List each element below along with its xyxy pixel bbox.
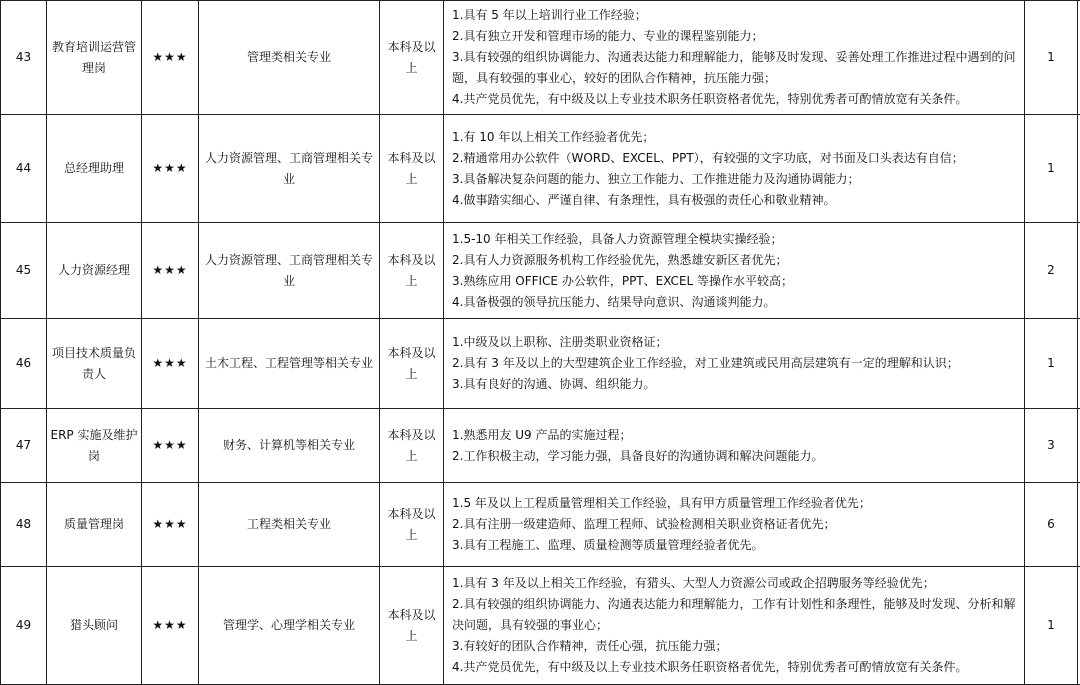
hiring-count [1025,409,1078,483]
table-body [1,1,1080,685]
requirement-item: 4.做事踏实细心、严谨自律、有条理性，具有极强的责任心和敬业精神。 [452,190,1018,211]
hiring-count-text: 1 [1047,161,1055,175]
major-requirement [199,1,380,115]
requirement-item: 1.具有 5 年以上培训行业工作经验； [452,5,1018,26]
rating-stars [142,409,199,483]
position-name-text: 人力资源经理 [58,263,130,277]
hiring-count-text: 1 [1047,50,1055,64]
degree-requirement-text: 本科及以上 [387,507,435,542]
position-name [47,1,142,115]
table-row [1,567,1080,685]
job-requirements [444,567,1025,685]
rating-stars-text: ★★★ [152,263,187,277]
row-number [1,223,47,319]
hiring-count [1025,115,1078,223]
job-requirements [444,319,1025,409]
requirement-item: 2.具有独立开发和管理市场的能力、专业的课程鉴别能力； [452,26,1018,47]
hiring-count-text: 3 [1047,438,1055,452]
position-name-text: 教育培训运营管理岗 [52,40,136,75]
degree-requirement [380,409,444,483]
degree-requirement [380,1,444,115]
requirement-item: 4.具备极强的领导抗压能力、结果导向意识、沟通谈判能力。 [452,292,1018,313]
degree-requirement-text: 本科及以上 [387,608,435,643]
major-requirement-text: 工程类相关专业 [247,517,331,531]
requirement-item: 3.具有工程施工、监理、质量检测等质量管理经验者优先。 [452,535,1018,556]
major-requirement-text: 财务、计算机等相关专业 [223,438,355,452]
requirement-item: 1.有 10 年以上相关工作经验者优先； [452,127,1018,148]
row-number [1,319,47,409]
degree-requirement [380,319,444,409]
row-number [1,567,47,685]
major-requirement-text: 人力资源管理、工商管理相关专业 [205,151,373,186]
requirement-item: 2.具有注册一级建造师、监理工程师、试验检测相关职业资格证者优先； [452,514,1018,535]
degree-requirement-text: 本科及以上 [387,151,435,186]
requirement-item: 1.具有 3 年及以上相关工作经验，有猎头、大型人力资源公司或政企招聘服务等经验优先； [452,573,1018,594]
major-requirement-text: 管理类相关专业 [247,50,331,64]
major-requirement [199,223,380,319]
position-name-text: ERP 实施及维护岗 [51,428,138,463]
rating-stars [142,483,199,567]
job-requirements [444,409,1025,483]
major-requirement [199,115,380,223]
position-name-text: 猎头顾问 [70,618,118,632]
degree-requirement-text: 本科及以上 [387,428,435,463]
requirement-item: 2.具有人力资源服务机构工作经验优先，熟悉雄安新区者优先； [452,250,1018,271]
row-number-text: 43 [16,50,31,64]
major-requirement-text: 管理学、心理学相关专业 [223,618,355,632]
table-row [1,115,1080,223]
position-name [47,115,142,223]
row-number-text: 46 [16,356,31,370]
requirement-item: 2.具有 3 年及以上的大型建筑企业工作经验，对工业建筑或民用高层建筑有一定的理解和认识； [452,353,1018,374]
requirement-item: 1.5 年及以上工程质量管理相关工作经验，具有甲方质量管理工作经验者优先； [452,493,1018,514]
degree-requirement-text: 本科及以上 [387,346,435,381]
requirement-item: 2.工作积极主动，学习能力强，具备良好的沟通协调和解决问题能力。 [452,446,1018,467]
row-number-text: 48 [16,517,31,531]
row-number [1,115,47,223]
hiring-count-text: 1 [1047,356,1055,370]
degree-requirement [380,115,444,223]
row-number [1,1,47,115]
hiring-count [1025,223,1078,319]
rating-stars [142,1,199,115]
table-row [1,319,1080,409]
major-requirement-text: 土木工程、工程管理等相关专业 [205,356,373,370]
job-requirements [444,1,1025,115]
job-requirements [444,483,1025,567]
rating-stars-text: ★★★ [152,438,187,452]
hiring-count [1025,319,1078,409]
rating-stars [142,567,199,685]
row-number-text: 44 [16,161,31,175]
requirement-item: 3.具有良好的沟通、协调、组织能力。 [452,374,1018,395]
position-name-text: 质量管理岗 [64,517,124,531]
hiring-count-text: 6 [1047,517,1055,531]
row-number-text: 47 [16,438,31,452]
hiring-count-text: 1 [1047,618,1055,632]
hiring-count [1025,1,1078,115]
job-requirements [444,223,1025,319]
position-name [47,567,142,685]
row-number-text: 45 [16,263,31,277]
degree-requirement [380,223,444,319]
degree-requirement-text: 本科及以上 [387,253,435,288]
position-name-text: 项目技术质量负责人 [52,346,136,381]
position-name [47,483,142,567]
job-requirements [444,115,1025,223]
major-requirement [199,483,380,567]
degree-requirement [380,567,444,685]
hiring-count-text: 2 [1047,263,1055,277]
rating-stars [142,115,199,223]
hiring-count [1025,567,1078,685]
requirement-item: 1.熟悉用友 U9 产品的实施过程； [452,425,1018,446]
requirement-item: 3.具有较强的组织协调能力、沟通表达能力和理解能力，能够及时发现、妥善处理工作推进过程中遇到的问题，具有较强的事业心，较好的团队合作精神，抗压能力强； [452,47,1018,89]
requirement-item: 2.精通常用办公软件（WORD、EXCEL、PPT），有较强的文字功底，对书面及口头表达有自信； [452,148,1018,169]
requirement-item: 1.5-10 年相关工作经验，具备人力资源管理全模块实操经验； [452,229,1018,250]
position-name [47,223,142,319]
table-row [1,223,1080,319]
requirement-item: 4.共产党员优先，有中级及以上专业技术职务任职资格者优先，特别优秀者可酌情放宽有关条件。 [452,89,1018,110]
major-requirement [199,409,380,483]
row-number-text: 49 [16,618,31,632]
row-number [1,483,47,567]
requirement-item: 3.具备解决复杂问题的能力、独立工作能力、工作推进能力及沟通协调能力； [452,169,1018,190]
requirement-item: 2.具有较强的组织协调能力、沟通表达能力和理解能力，工作有计划性和条理性，能够及时发现、分析和解决问题，具有较强的事业心； [452,594,1018,636]
requirement-item: 3.有较好的团队合作精神，责任心强，抗压能力强； [452,636,1018,657]
position-name [47,409,142,483]
requirement-item: 4.共产党员优先，有中级及以上专业技术职务任职资格者优先，特别优秀者可酌情放宽有关条件。 [452,657,1018,678]
rating-stars-text: ★★★ [152,618,187,632]
table-row [1,409,1080,483]
rating-stars-text: ★★★ [152,161,187,175]
table-row [1,483,1080,567]
major-requirement [199,567,380,685]
rating-stars [142,223,199,319]
table-row [1,1,1080,115]
hiring-count [1025,483,1078,567]
major-requirement [199,319,380,409]
rating-stars-text: ★★★ [152,517,187,531]
degree-requirement [380,483,444,567]
requirement-item: 1.中级及以上职称、注册类职业资格证； [452,332,1018,353]
degree-requirement-text: 本科及以上 [387,40,435,75]
position-name [47,319,142,409]
position-name-text: 总经理助理 [64,161,124,175]
major-requirement-text: 人力资源管理、工商管理相关专业 [205,253,373,288]
row-number [1,409,47,483]
rating-stars-text: ★★★ [152,356,187,370]
requirement-item: 3.熟练应用 OFFICE 办公软件，PPT、EXCEL 等操作水平较高； [452,271,1018,292]
rating-stars-text: ★★★ [152,50,187,64]
rating-stars [142,319,199,409]
